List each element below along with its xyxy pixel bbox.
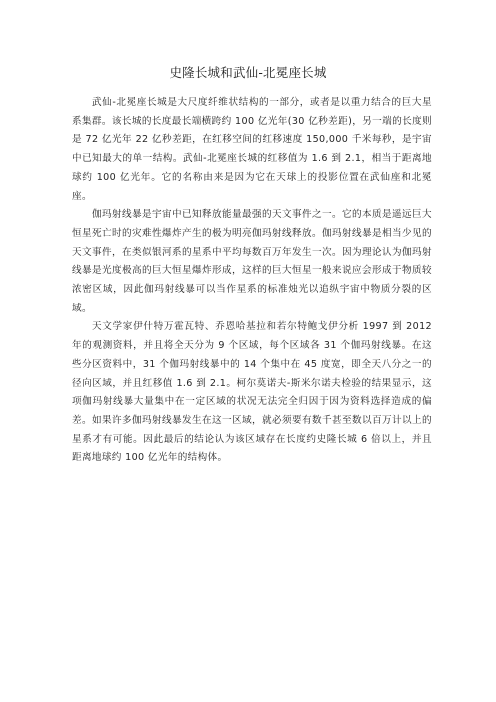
paragraph-3: 天文学家伊什特万霍瓦特、乔恩哈基拉和若尔特鲍戈伊分析 1997 到 2012 年的观测资料，并且将全天分为 9 个区域，每个区域各 31 个伽玛射线暴。在这些分区资料中，31 个伽玛射线暴中的 14 个集中在 45 度宽，即全天八分之一的径向区域，并且红移值 1.6 到 2.1。柯尔莫诺夫-斯米尔诺夫检验的结果显示，这项伽玛射线暴大量集中在一定区域的状况无法完全归因于因为资料选择造成的偏差。如果许多伽玛射线暴发生在这一区域，就必须要有数千甚至数以百万计以上的星系才有可能。因此最后的结论认为该区域存在长度约史隆长城 6 倍以上，并且距离地球约 100 亿光年的结构体。 xyxy=(72,321,432,464)
paragraph-1: 武仙-北冕座长城是大尺度纤维状结构的一部分，或者是以重力结合的巨大星系集群。该长城的长度最长端横跨约 100 亿光年(30 亿秒差距)，另一端的长度则是 72 亿光年 22 亿秒差距，在红移空间的红移速度 150,000 千米每秒，是宇宙中已知最大的单一结构。武仙-北冕座长城的红移值为 1.6 到 2.1，相当于距离地球约 100 亿光年。它的名称由来是因为它在天球上的投影位置在武仙座和北冕座。 xyxy=(72,97,432,202)
document-title: 史隆长城和武仙-北冕座长城 xyxy=(169,65,327,80)
document-body xyxy=(72,94,432,468)
paragraph-2: 伽玛射线暴是宇宙中已知释放能量最强的天文事件之一。它的本质是遥远巨大恒星死亡时的灾难性爆炸产生的极为明亮伽玛射线释放。伽玛射线暴是相当少见的天文事件，在类似银河系的星系中平均每数百万年发生一次。因为理论认为伽玛射线暴是光度极高的巨大恒星爆炸形成，这样的巨大恒星一般来说应会形成于物质较浓密区域，因此伽玛射线暴可以当作星系的标准烛光以追纵宇宙中物质分裂的区域。 xyxy=(72,209,432,314)
